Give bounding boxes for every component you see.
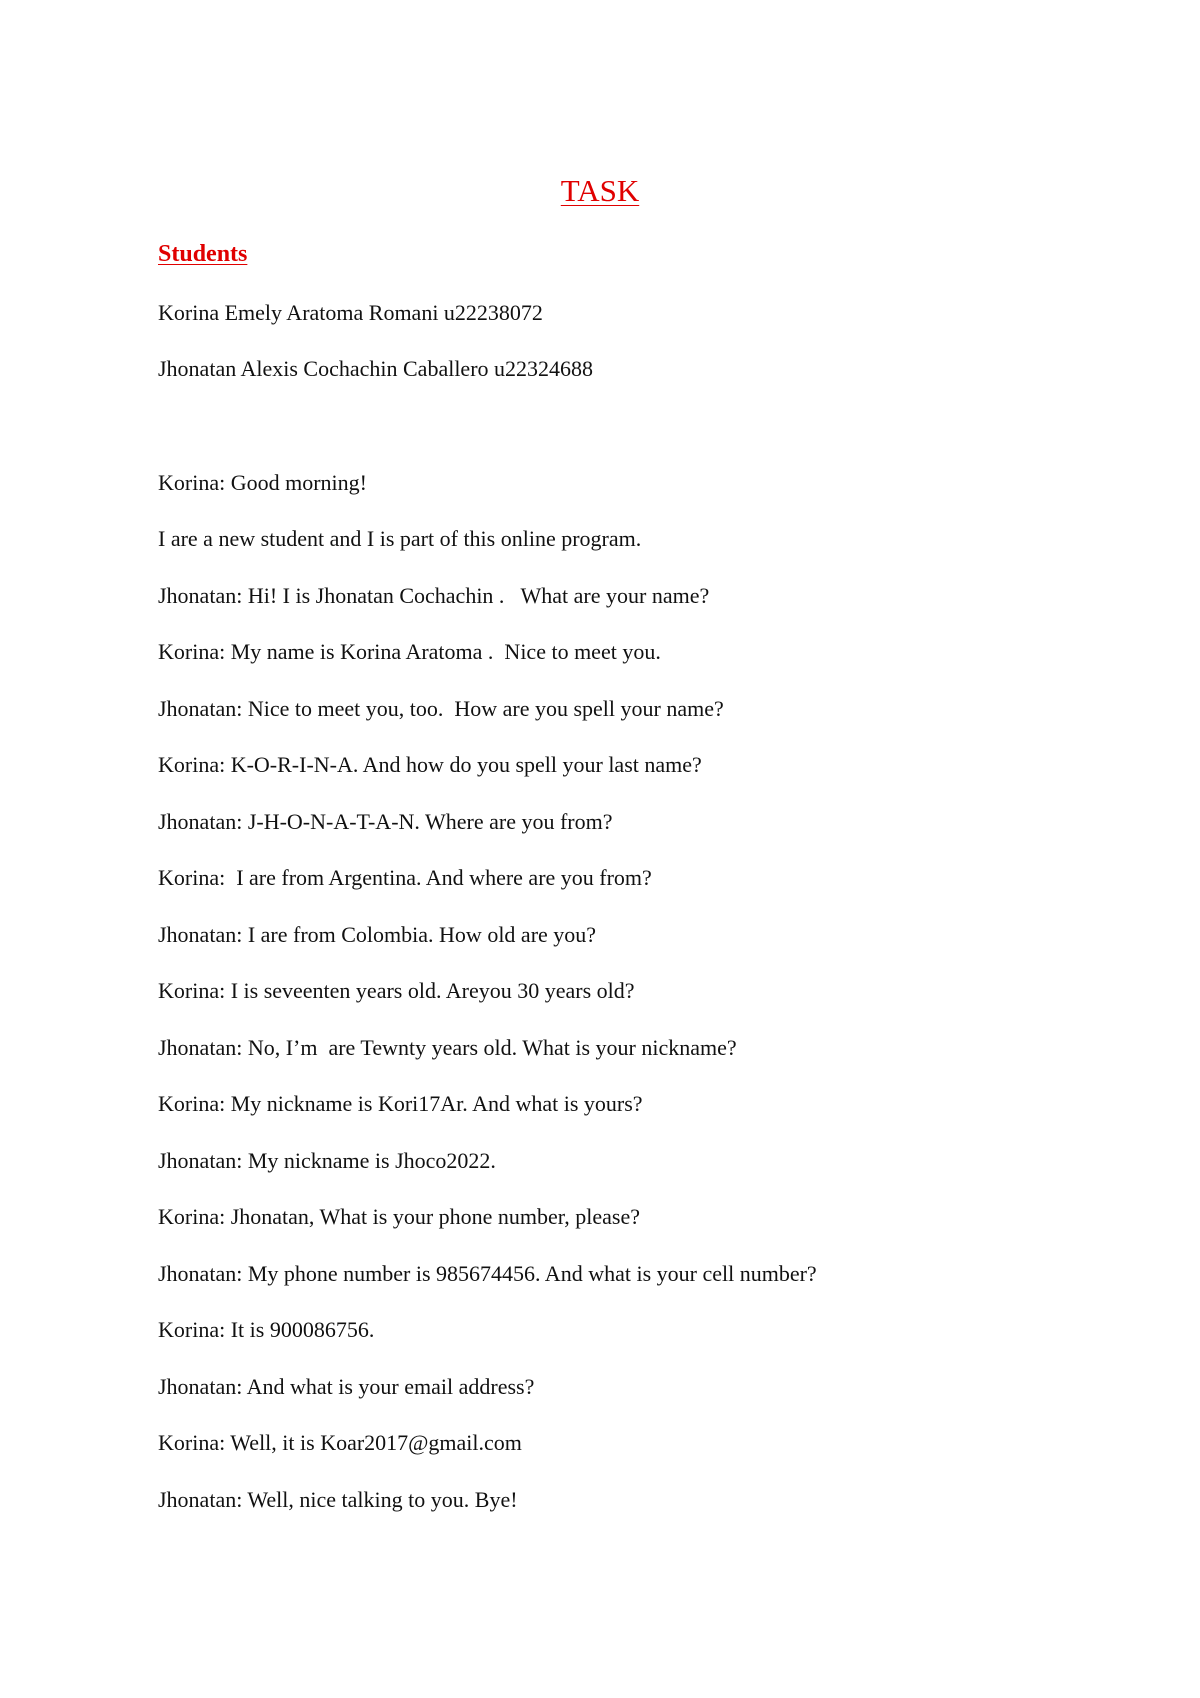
dialogue-line: Korina: My nickname is Kori17Ar. And what is yours? [158,1091,643,1116]
dialogue-line: Jhonatan: Well, nice talking to you. Bye! [158,1487,518,1512]
dialogue-line: Jhonatan: No, I’m are Tewnty years old. What is your nickname? [158,1035,737,1060]
dialogue-line: Jhonatan: And what is your email address? [158,1374,535,1399]
students-heading: Students [158,241,248,267]
document-title: TASK [560,173,640,208]
dialogue-line: Korina: K-O-R-I-N-A. And how do you spell your last name? [158,752,702,777]
dialogue-line: Korina: My name is Korina Aratoma . Nice to meet you. [158,639,661,664]
student-line: Korina Emely Aratoma Romani u22238072 [158,300,543,325]
dialogue-line: Korina: I is seveenten years old. Areyou 30 years old? [158,978,635,1003]
dialogue-line: Jhonatan: My nickname is Jhoco2022. [158,1148,496,1173]
dialogue-line: Korina: Well, it is Koar2017@gmail.com [158,1430,522,1455]
dialogue-line: Jhonatan: My phone number is 985674456. And what is your cell number? [158,1261,817,1286]
dialogue-line: Jhonatan: Nice to meet you, too. How are you spell your name? [158,696,724,721]
dialogue-line: Korina: Jhonatan, What is your phone number, please? [158,1204,640,1229]
dialogue-line: Jhonatan: Hi! I is Jhonatan Cochachin . What are your name? [158,583,710,608]
dialogue-line: Jhonatan: J-H-O-N-A-T-A-N. Where are you from? [158,809,613,834]
dialogue-line: Korina: I are from Argentina. And where are you from? [158,865,652,890]
dialogue-line: I are a new student and I is part of this online program. [158,526,642,551]
student-line: Jhonatan Alexis Cochachin Caballero u22324688 [158,356,594,381]
dialogue-line: Jhonatan: I are from Colombia. How old are you? [158,922,597,947]
dialogue-line: Korina: Good morning! [158,470,367,495]
dialogue-line: Korina: It is 900086756. [158,1317,375,1342]
